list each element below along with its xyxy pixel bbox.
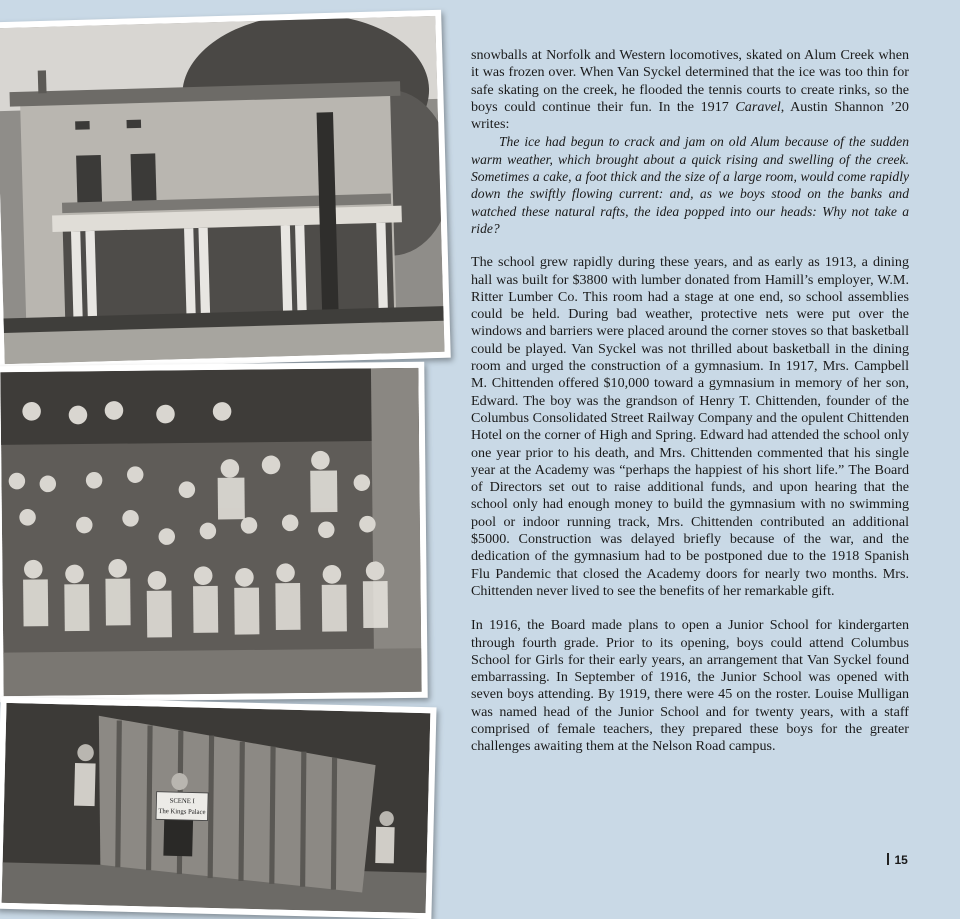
page-number: [887, 853, 908, 867]
block-quote: The ice had begun to crack and jam on old Alum because of the sudden warm weather, which brought about a quick rising and swelling of the creek. Sometimes a cake, a foot thick and the size of a large room, would come rapidly down the swiftly flowing current: and, as we boys stood on the banks and watched these natural rafts, the idea popped into our heads: Why not take a ride?: [471, 134, 909, 236]
article-body: [471, 47, 909, 756]
scene-sign-line-2: The Kings Palace: [158, 807, 206, 817]
paragraph-1: [471, 47, 909, 133]
play-photo-image: [2, 703, 431, 913]
page-number-rule: [887, 853, 889, 865]
scene-sign-line-1: SCENE I: [169, 797, 195, 806]
play-photo: [0, 697, 437, 919]
scene-sign: [156, 792, 208, 821]
house-photo: [0, 10, 451, 370]
class-photo-image: [0, 368, 421, 696]
class-photo: [0, 362, 428, 702]
paragraph-1-text-a: snowballs at Norfolk and Western locomotives, skated on Alum Creek when it was frozen over. When Van Syckel determined that the ice was too thin for safe skating on the creek, he flooded the tennis courts to create rinks, so the boys could continue their fun. In the 1917: [471, 47, 909, 115]
paragraph-1-text-b: , Austin Shannon ’20 writes:: [471, 98, 909, 133]
paragraph-3: In 1916, the Board made plans to open a Junior School for kindergarten through fourth grade. Prior to its opening, boys could attend Columbus School for Girls for their early years, an arrangement that Van Syckel found embarrassing. In September of 1916, the Junior School was opened with seven boys attending. By 1919, there were 45 on the roster. Louise Mulligan was named head of the Junior School and for twenty years, with a staff comprised of female teachers, they prepared these boys for the greater challenges awaiting them at the Nelson Road campus.: [471, 617, 909, 755]
house-photo-image: [0, 16, 445, 364]
paragraph-2: The school grew rapidly during these years, and as early as 1913, a dining hall was built for $3800 with lumber donated from Hamill’s employer, W.M. Ritter Lumber Co. This room had a stage at one end, so school assemblies could be held. During bad weather, protective nets were put over the windows and barriers were placed around the corner stoves so that basketball could be played. Van Syckel was not thrilled about basketball in the dining room and urged the construction of a gymnasium. In 1917, Mrs. Campbell M. Chittenden offered $10,000 toward a gymnasium in memory of her son, Edward. The boy was the grandson of Henry T. Chittenden, founder of the Columbus Consolidated Street Railway Company and the opulent Chittenden Hotel on the corner of High and Spring. Edward had attended the school only one year prior to his death, and Mrs. Chittenden commented that his single year at the Academy was “perhaps the happiest of his short life.” The Board of Directors set out to raise additional funds, and upon hearing that the school only had enough money to build the gymnasium with no swimming pool or indoor running track, Mrs. Chittenden contributed an additional $5000. Construction was delayed briefly because of the war, and the dedication of the gymnasium had to be postponed due to the 1918 Spanish Flu Pandemic that closed the Academy doors for nearly two months. Mrs. Chittenden never lived to see the benefits of her remarkable gift.: [471, 254, 909, 599]
caravel-title: Caravel: [735, 98, 781, 115]
page-number-value: 15: [894, 853, 908, 867]
